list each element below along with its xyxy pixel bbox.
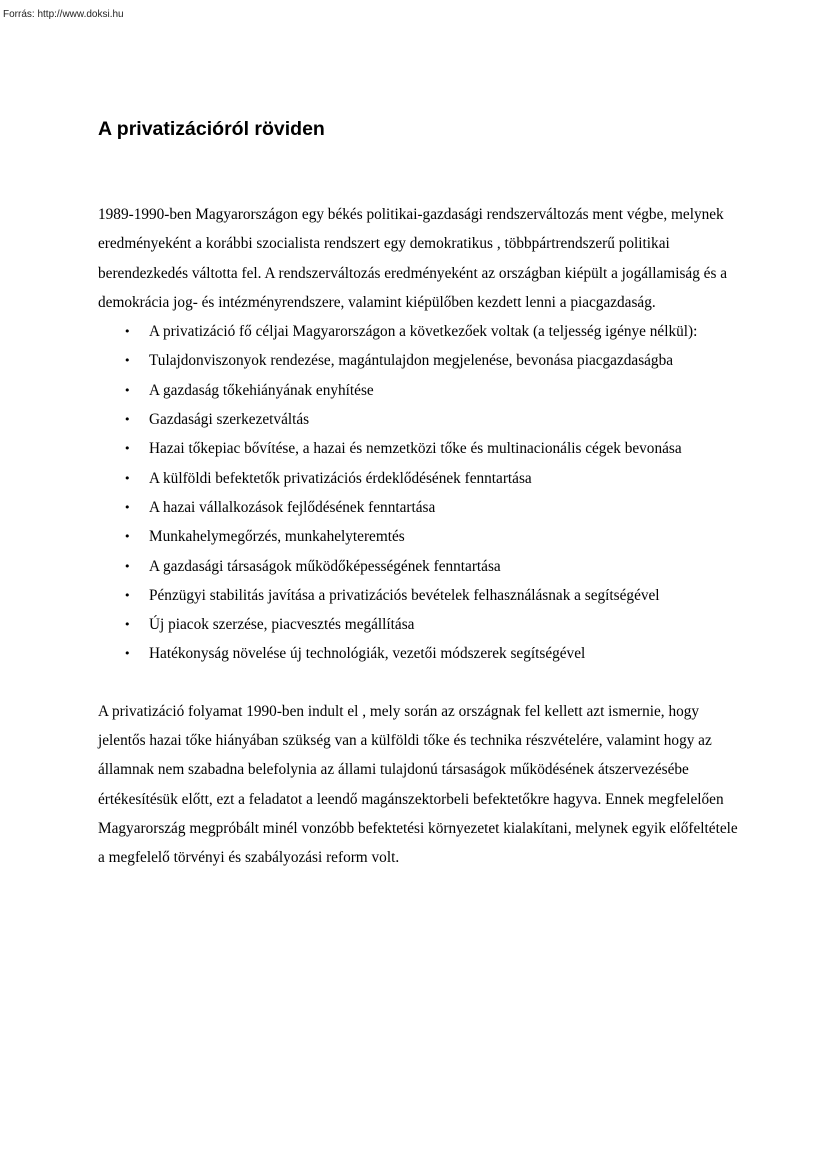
- list-item-text: A gazdaság tőkehiányának enyhítése: [149, 381, 374, 399]
- page-title: A privatizációról röviden: [98, 118, 325, 140]
- goals-list: [98, 317, 738, 669]
- bullet-icon: •: [124, 413, 131, 427]
- list-item: [98, 376, 738, 405]
- bullet-icon: •: [124, 500, 131, 514]
- bullet-icon: •: [124, 588, 131, 602]
- bullet-icon: •: [124, 325, 131, 339]
- list-item-text: Pénzügyi stabilitás javítása a privatizációs bevételek felhasználásnak a segítségével: [149, 586, 660, 604]
- list-item-text: A gazdasági társaságok működőképességének fenntartása: [149, 557, 501, 575]
- bullet-icon: •: [124, 471, 131, 485]
- list-item: [98, 581, 738, 610]
- list-item: [98, 639, 738, 668]
- bullet-icon: •: [124, 442, 131, 456]
- list-item-text: Hazai tőkepiac bővítése, a hazai és nemzetközi tőke és multinacionális cégek bevonása: [149, 440, 682, 458]
- list-item-text: Tulajdonviszonyok rendezése, magántulajdon megjelenése, bevonása piacgazdaságba: [149, 352, 674, 370]
- list-item: [98, 493, 738, 522]
- list-item: [98, 434, 738, 463]
- bullet-icon: •: [124, 383, 131, 397]
- document-body: [98, 200, 738, 873]
- list-item-text: A privatizáció fő céljai Magyarországon a következőek voltak (a teljesség igénye nélkül):: [149, 323, 698, 341]
- list-item: [98, 522, 738, 551]
- bullet-icon: •: [124, 559, 131, 573]
- intro-paragraph: 1989-1990-ben Magyarországon egy békés politikai-gazdasági rendszerváltozás ment végbe, melynek eredményeként a korábbi szocialista rendszert egy demokratikus , többpártrendszerű politikai berendezkedés váltotta fel. A rendszerváltozás eredményeként az országban kiépült a jogállamiság és a demokrácia jog- és intézményrendszere, valamint kiépülőben kezdett lenni a piacgazdaság.: [98, 206, 728, 311]
- list-item: [98, 464, 738, 493]
- bullet-icon: •: [124, 647, 131, 661]
- list-item: [98, 317, 738, 346]
- list-item-text: A hazai vállalkozások fejlődésének fenntartása: [149, 498, 436, 516]
- source-note: Forrás: http://www.doksi.hu: [3, 9, 124, 20]
- list-item-text: A külföldi befektetők privatizációs érdeklődésének fenntartása: [149, 469, 532, 487]
- list-item: [98, 552, 738, 581]
- bullet-icon: •: [124, 618, 131, 632]
- bullet-icon: •: [124, 354, 131, 368]
- paragraph-spacer: [98, 669, 738, 697]
- list-item-text: Munkahelymegőrzés, munkahelyteremtés: [149, 528, 405, 546]
- list-item: [98, 346, 738, 375]
- list-item-text: Új piacok szerzése, piacvesztés megállítása: [149, 616, 415, 634]
- list-item: [98, 405, 738, 434]
- closing-paragraph: A privatizáció folyamat 1990-ben indult el , mely során az országnak fel kellett azt ismernie, hogy jelentős hazai tőke hiányában szükség van a külföldi tőke és technika részvételére, valamint hogy az államnak nem szabadna belefolynia az állami tulajdonú társaságok működésének átszervezésébe értékesítésük előtt, ezt a feladatot a leendő magánszektorbeli befektetőkre hagyva. Ennek megfelelően Magyarország megpróbált minél vonzóbb befektetési környezetet kialakítani, melynek egyik előfeltétele a megfelelő törvényi és szabályozási reform volt.: [98, 702, 738, 867]
- list-item-text: Hatékonyság növelése új technológiák, vezetői módszerek segítségével: [149, 645, 586, 663]
- list-item: [98, 610, 738, 639]
- bullet-icon: •: [124, 530, 131, 544]
- list-item-text: Gazdasági szerkezetváltás: [149, 411, 310, 429]
